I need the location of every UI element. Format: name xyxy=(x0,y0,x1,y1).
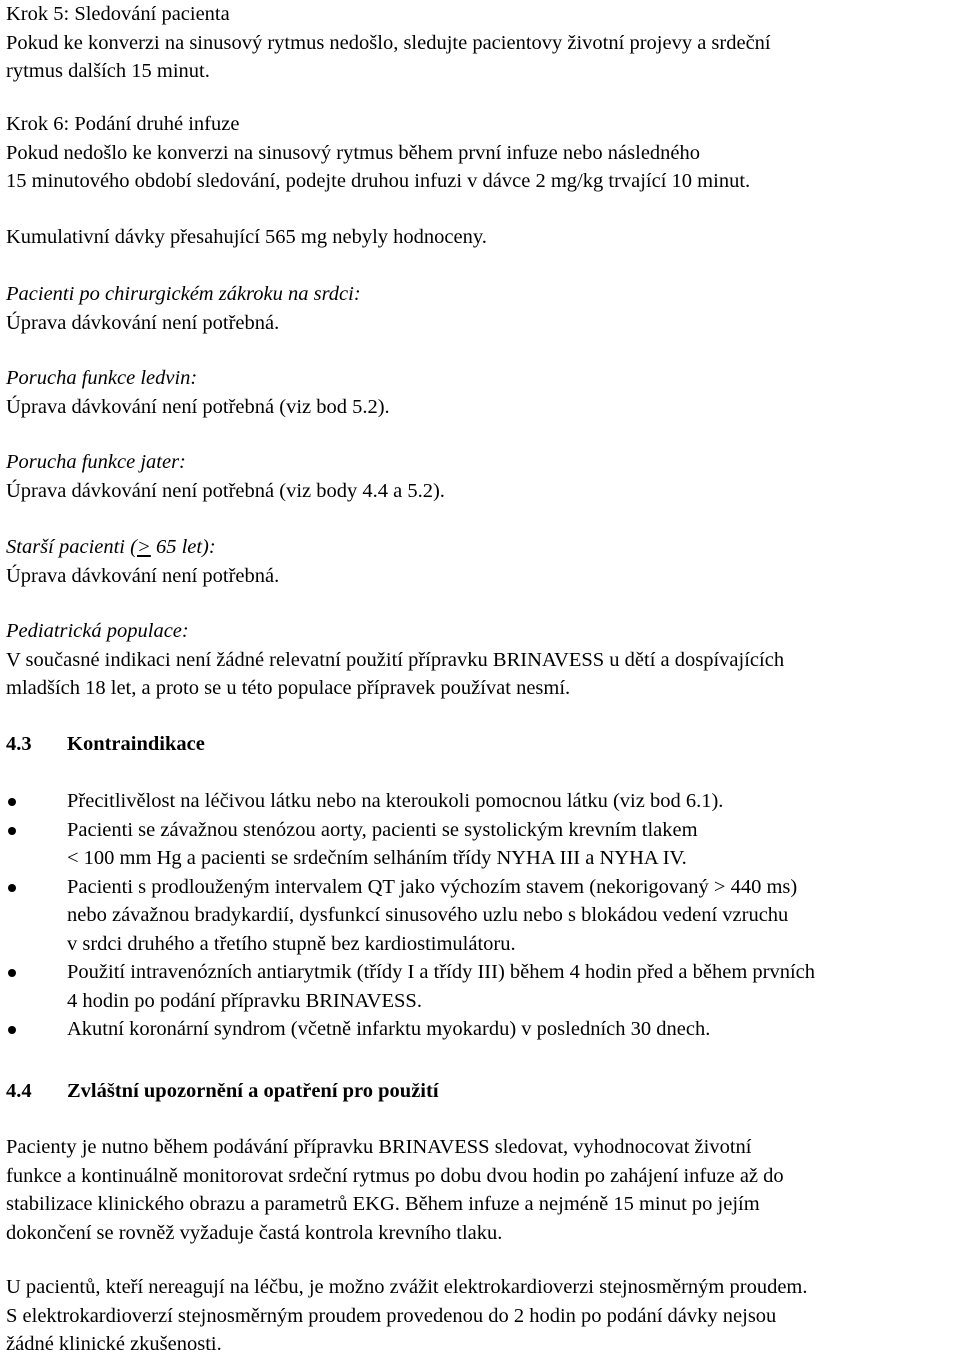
step5-block xyxy=(6,0,956,86)
step6-line: Pokud nedošlo ke konverzi na sinusový rytmus během první infuze nebo následného xyxy=(6,141,701,164)
section-number: 4.3 xyxy=(6,733,32,755)
group-text: Úprava dávkování není potřebná. xyxy=(6,564,280,587)
list-item xyxy=(6,816,960,873)
cumulative-block xyxy=(6,223,956,252)
list-item-line: Pacienti se závažnou stenózou aorty, pacienti se systolickým krevním tlakem xyxy=(67,818,698,841)
group-text: Úprava dávkování není potřebná (viz body 4.4 a 5.2). xyxy=(6,479,445,502)
elderly-heading-pre: Starší pacienti ( xyxy=(6,536,137,558)
contraindication-list xyxy=(6,787,960,1044)
paragraph-line: dokončení se rovněž vyžaduje častá kontrola krevního tlaku. xyxy=(6,1221,503,1244)
step5-line: rytmus dalších 15 minut. xyxy=(6,60,210,82)
paragraph-line: žádné klinické zkušenosti. xyxy=(6,1333,222,1355)
paragraph-line: stabilizace klinického obrazu a parametrů EKG. Během infuze a nejméně 15 minut po jejím xyxy=(6,1193,760,1215)
step6-block xyxy=(6,110,956,196)
pediatric-heading: Pediatrická populace: xyxy=(6,620,189,642)
bullet-icon xyxy=(8,1026,16,1034)
list-item xyxy=(6,787,960,816)
section44-paragraph-1 xyxy=(6,1133,956,1247)
bullet-icon xyxy=(8,798,16,806)
pediatric-block xyxy=(6,617,956,703)
paragraph-line: S elektrokardioverzí stejnosměrným proudem provedenou do 2 hodin po podání dávky nejsou xyxy=(6,1304,777,1327)
bullet-icon xyxy=(8,827,16,835)
section-title: Zvláštní upozornění a opatření pro použití xyxy=(67,1080,439,1102)
list-item-line: Pacienti s prodlouženým intervalem QT jako výchozím stavem (nekorigovaný > 440 ms) xyxy=(67,875,798,898)
section-title: Kontraindikace xyxy=(67,733,205,755)
group-heading: Porucha funkce ledvin: xyxy=(6,367,198,389)
paragraph-line: U pacientů, kteří nereagují na léčbu, je možno zvážit elektrokardioverzi stejnosměrným proudem. xyxy=(6,1276,808,1298)
list-item-line: Použití intravenózních antiarytmik (třídy I a třídy III) během 4 hodin před a během prvních xyxy=(67,961,816,983)
list-item xyxy=(6,958,960,1015)
group-heading xyxy=(6,533,956,562)
elderly-heading-post: 65 let): xyxy=(150,536,216,558)
section-number: 4.4 xyxy=(6,1080,32,1102)
group-cardiac-surgery xyxy=(6,280,956,337)
list-item-line: Akutní koronární syndrom (včetně infarktu myokardu) v posledních 30 dnech. xyxy=(67,1018,711,1040)
list-item-line: v srdci druhého a třetího stupně bez kardiostimulátoru. xyxy=(67,932,516,955)
list-item-line: nebo závažnou bradykardií, dysfunkcí sinusového uzlu nebo s blokádou vedení vzruchu xyxy=(67,904,789,926)
section-heading-4-3 xyxy=(6,730,205,759)
step6-line: 15 minutového období sledování, podejte druhou infuzi v dávce 2 mg/kg trvající 10 minut. xyxy=(6,170,751,192)
paragraph-line: Pacienty je nutno během podávání přípravku BRINAVESS sledovat, vyhodnocovat životní xyxy=(6,1136,752,1158)
group-renal xyxy=(6,364,956,421)
step5-line: Pokud ke konverzi na sinusový rytmus nedošlo, sledujte pacientovy životní projevy a srdeční xyxy=(6,31,771,54)
bullet-icon xyxy=(8,884,16,892)
list-item-line: 4 hodin po podání přípravku BRINAVESS. xyxy=(67,989,422,1012)
greater-equal-symbol: > xyxy=(136,536,151,558)
group-hepatic xyxy=(6,448,956,505)
group-elderly xyxy=(6,533,956,590)
paragraph-line: funkce a kontinuálně monitorovat srdeční rytmus po dobu dvou hodin po zahájení infuze až do xyxy=(6,1164,784,1187)
list-item-line: Přecitlivělost na léčivou látku nebo na kteroukoli pomocnou látku (viz bod 6.1). xyxy=(67,790,724,812)
group-heading: Pacienti po chirurgickém zákroku na srdci: xyxy=(6,283,361,305)
section-heading-4-4 xyxy=(6,1077,439,1106)
step5-title: Krok 5: Sledování pacienta xyxy=(6,3,230,25)
group-text: Úprava dávkování není potřebná. xyxy=(6,311,280,334)
step6-title: Krok 6: Podání druhé infuze xyxy=(6,113,240,135)
group-heading: Porucha funkce jater: xyxy=(6,451,186,473)
list-item-line: < 100 mm Hg a pacienti se srdečním selháním třídy NYHA III a NYHA IV. xyxy=(67,847,687,869)
section44-paragraph-2 xyxy=(6,1273,956,1359)
bullet-icon xyxy=(8,969,16,977)
pediatric-line: V současné indikaci není žádné relevatní použití přípravku BRINAVESS u dětí a dospívajících xyxy=(6,648,785,671)
group-text: Úprava dávkování není potřebná (viz bod 5.2). xyxy=(6,395,390,418)
cumulative-text: Kumulativní dávky přesahující 565 mg nebyly hodnoceny. xyxy=(6,226,487,248)
list-item xyxy=(6,1015,960,1044)
list-item xyxy=(6,873,960,959)
pediatric-line: mladších 18 let, a proto se u této populace přípravek používat nesmí. xyxy=(6,677,571,699)
